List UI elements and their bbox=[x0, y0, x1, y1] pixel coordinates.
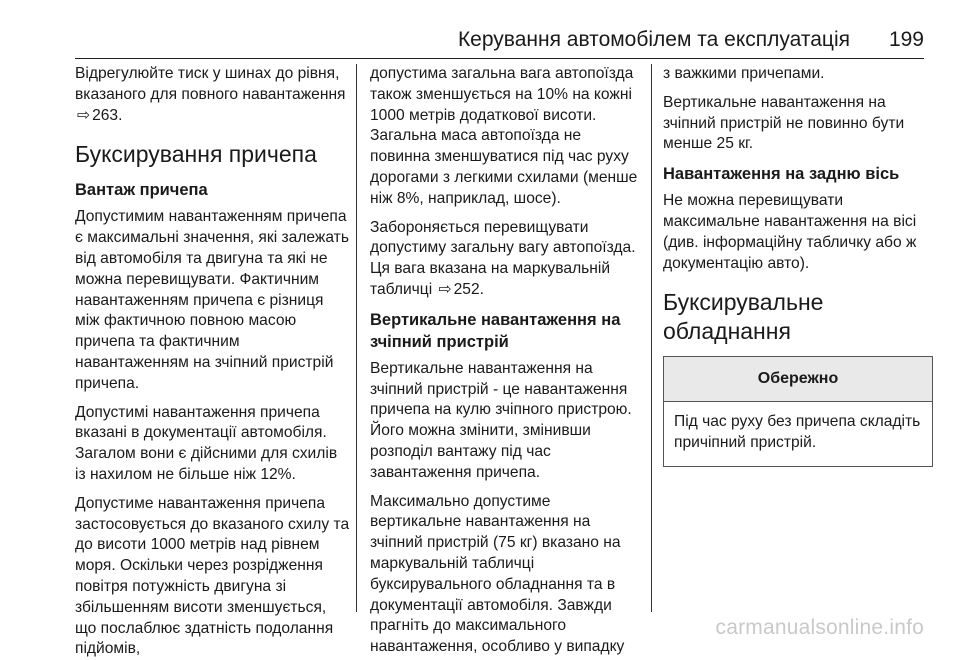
page-ref-arrow-icon: ⇨ bbox=[77, 106, 91, 124]
page-ref-arrow-icon: ⇨ bbox=[438, 280, 452, 298]
heavy-trailers-paragraph: з важкими причепами. bbox=[663, 65, 825, 82]
page-ref-link[interactable]: 263. bbox=[92, 106, 123, 124]
tyre-pressure-paragraph: Відрегулюйте тиск у шинах до рівня, вказаного для повного навантаження ⇨ 263. bbox=[75, 64, 350, 126]
section-heading-towing-equipment: Буксирувальне обладнання bbox=[663, 289, 824, 345]
section-heading-trailer-towing: Буксирування причепа bbox=[75, 141, 317, 168]
warning-title: Обережно bbox=[664, 357, 932, 402]
subheading-trailer-load: Вантаж причепа bbox=[75, 181, 208, 200]
max-vertical-load-paragraph: Максимально допустиме вертикальне навантаження на зчіпний пристрій (75 кг) вказано на маркувальній табличці буксирувального обладнання та в документації автомобіля. Завжди прагніть до максимального навантаження, особливо у випадку bbox=[370, 492, 625, 656]
subheading-vertical-coupling-load: Вертикальне навантаження на зчіпний пристрій bbox=[370, 310, 621, 351]
gross-weight-paragraph: допустима загальна вага автопоїзда також зменшується на 10% на кожні 1000 метрів додаткової висоти. Загальна маса автопоїзда не повинна зменшуватися під час руху дорогами з легкими схилами (менше ніж 8%, наприклад, шосе). bbox=[370, 65, 638, 207]
watermark: carmanualsonline.info bbox=[715, 616, 924, 639]
header-rule bbox=[75, 58, 924, 59]
column-3 bbox=[663, 64, 933, 612]
vertical-load-definition-paragraph: Вертикальне навантаження на зчіпний пристрій - це навантаження причепа на кулю зчіпного пристрою. Його можна змінити, змінивши розподіл вантажу під час завантаження причепа. bbox=[370, 359, 632, 481]
permissible-loads-paragraph: Допустимі навантаження причепа вказані в документації автомобіля. Загалом вони є дійсними для схилів із нахилом не більше ніж 12%. bbox=[75, 403, 338, 483]
rear-axle-paragraph: Не можна перевищувати максимальне навантаження на вісі (див. інформаційну табличку або ж документацію авто). bbox=[663, 192, 917, 272]
warning-box bbox=[663, 356, 933, 467]
altitude-paragraph: Допустиме навантаження причепа застосовується до вказаного схилу та до висоти 1000 метрів над рівнем моря. Оскільки через розрідження повітря потужність двигуна зі збільшенням висоти зменшується, що послаблює здатність подолання підйомів, bbox=[75, 494, 350, 658]
page-header bbox=[0, 0, 960, 58]
trailer-load-paragraph: Допустимим навантаженням причепа є максимальні значення, які залежать від автомобіля та двигуна та які не можна перевищувати. Фактичним навантаженням причепа є різниця між фактичною повною масою причепа та фактичним навантаженням на зчіпний пристрій причепа. bbox=[75, 208, 349, 392]
subheading-rear-axle-load: Навантаження на задню вісь bbox=[663, 165, 900, 184]
column-divider-1 bbox=[356, 64, 357, 612]
warning-text: Під час руху без причепа складіть причіпний пристрій. bbox=[674, 413, 921, 452]
column-1 bbox=[75, 64, 350, 658]
min-vertical-load-paragraph: Вертикальне навантаження на зчіпний пристрій не повинно бути менше 25 кг. bbox=[663, 93, 905, 153]
column-divider-2 bbox=[651, 64, 652, 612]
weight-limit-paragraph: Забороняється перевищувати допустиму загальну вагу автопоїзда. Ця вага вказана на маркувальній табличці ⇨ 252. bbox=[370, 218, 640, 301]
page-ref-link[interactable]: 252. bbox=[453, 280, 484, 298]
page-number: 199 bbox=[888, 28, 924, 51]
page-title: Керування автомобілем та експлуатація bbox=[457, 28, 850, 51]
column-2 bbox=[370, 64, 640, 656]
